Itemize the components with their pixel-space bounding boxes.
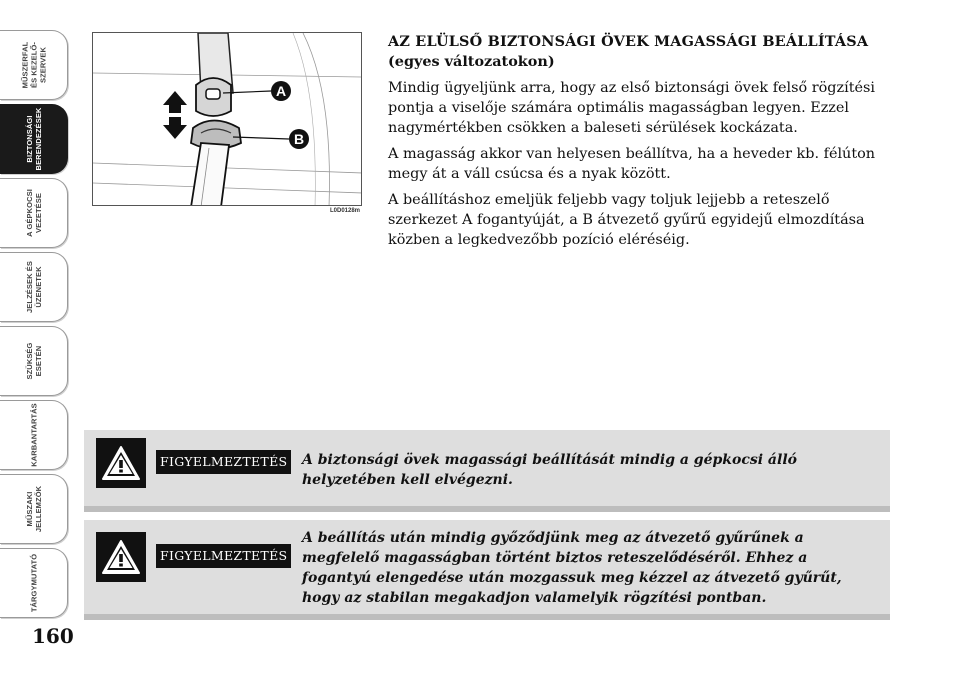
warning-text: A biztonsági övek magassági beállítását mindig a gépkocsi álló helyzetében kell elvégezni. bbox=[302, 452, 797, 488]
warning-box bbox=[84, 430, 890, 512]
tab-label: KARBANTARTÁS bbox=[29, 403, 38, 467]
tab-gepkocsi-vezetese[interactable] bbox=[0, 178, 68, 248]
tab-label: MŰSZAKI JELLEMZŐK bbox=[24, 485, 43, 533]
paragraph: A beállításhoz emeljük feljebb vagy toljuk lejjebb a reteszelő szerkezet A fogantyúját, a B átvezető gyűrű egyidejű elmozdítása közben a legkedvezőbb pozíció eléréséig. bbox=[388, 192, 865, 248]
warning-triangle-icon bbox=[96, 438, 146, 488]
paragraph: Mindig ügyeljünk arra, hogy az első biztonsági övek felső rögzítési pontja a viselője számára optimális magasságban legyen. Ezzel nagymértékben csökken a baleseti sérülések kockázata. bbox=[388, 80, 875, 136]
section-subheading: (egyes változatokon) bbox=[388, 53, 555, 70]
seat-belt-drawing bbox=[93, 33, 362, 206]
tab-label: BIZTONSÁGI BERENDEZÉSEK bbox=[24, 107, 43, 171]
page-number: 160 bbox=[32, 624, 74, 648]
section-heading: AZ ELÜLSŐ BIZTONSÁGI ÖVEK MAGASSÁGI BEÁLLÍTÁSA bbox=[388, 33, 869, 50]
warning-triangle-icon bbox=[96, 532, 146, 582]
chapter-tabs bbox=[0, 30, 72, 620]
seat-belt-illustration bbox=[92, 32, 362, 206]
tab-muszerfal[interactable] bbox=[0, 30, 68, 100]
section-content bbox=[388, 32, 888, 256]
tab-label: MŰSZERFAL ÉS KEZELŐ- SZERVEK bbox=[20, 41, 47, 89]
tab-label: A GÉPKOCSI VEZETÉSE bbox=[24, 189, 43, 237]
warning-text: A beállítás után mindig győződjünk meg az átvezető gyűrűnek a megfelelő magasságban történt biztos reteszelődéséről. Ehhez a fogantyú elengedése után mozgassuk meg kézzel az átvezető gyűrűt, hogy az stabilan megakadjon valamelyik rögzítési pontban. bbox=[302, 530, 842, 606]
warning-label: FIGYELMEZTETÉS bbox=[156, 544, 291, 568]
warning-box bbox=[84, 520, 890, 620]
tab-label: TÁRGYMUTATÓ bbox=[29, 553, 38, 613]
paragraph: A magasság akkor van helyesen beállítva, ha a heveder kb. félúton megy át a váll csúcsa és a nyak között. bbox=[388, 146, 876, 182]
tab-muszaki-jellemzok[interactable] bbox=[0, 474, 68, 544]
tab-targymutato[interactable] bbox=[0, 548, 68, 618]
warning-label: FIGYELMEZTETÉS bbox=[156, 450, 291, 474]
marker-a: A bbox=[275, 83, 287, 99]
tab-label: SZÜKSÉG ESETÉN bbox=[24, 342, 43, 380]
figure-code: L0D0128m bbox=[330, 208, 361, 214]
tab-szukseg-eseten[interactable] bbox=[0, 326, 68, 396]
tab-label: JELZÉSEK ÉS ÜZENETEK bbox=[24, 261, 43, 313]
tab-karbantartas[interactable] bbox=[0, 400, 68, 470]
marker-b: B bbox=[293, 131, 305, 147]
tab-jelzesek[interactable] bbox=[0, 252, 68, 322]
tab-biztonsagi[interactable] bbox=[0, 104, 68, 174]
